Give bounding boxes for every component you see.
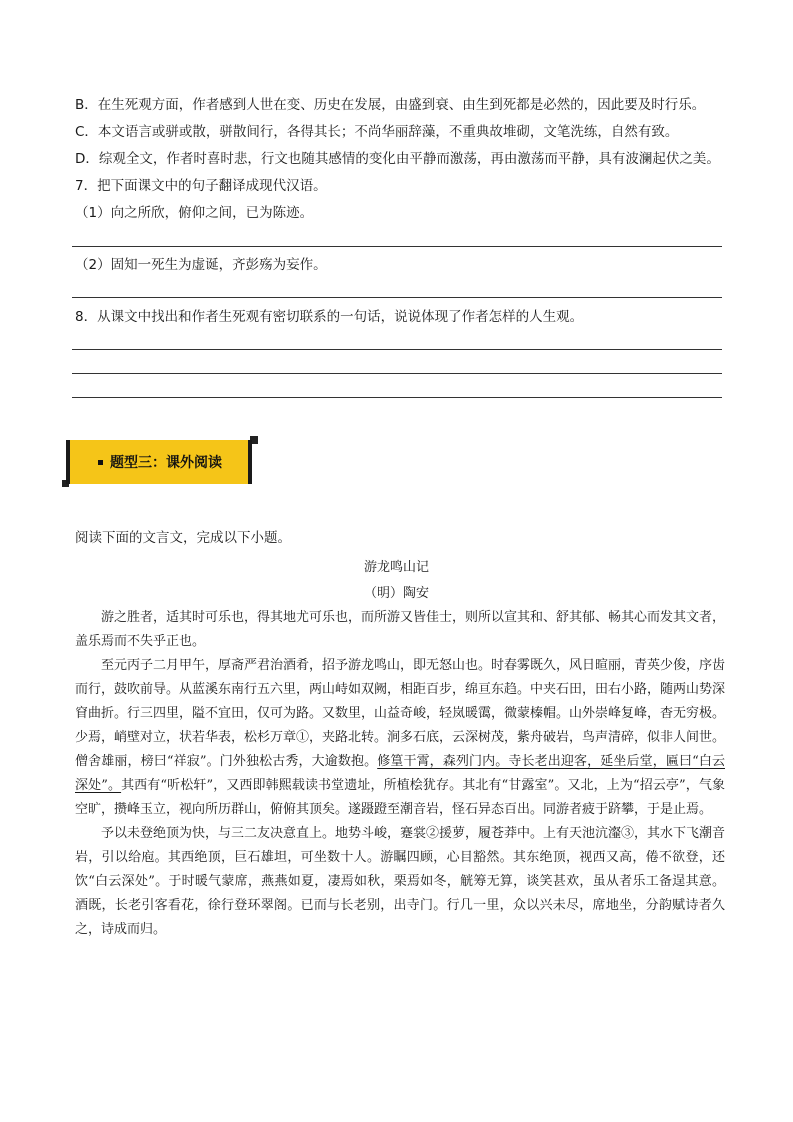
question-8-prompt: 8．从课文中找出和作者生死观有密切联系的一句话，说说体现了作者怎样的人生观。 — [75, 309, 584, 325]
question-7-item-1: （1）向之所欣，俯仰之间，已为陈迹。 — [75, 205, 314, 221]
section-banner-label: 题型三：课外阅读 — [110, 455, 222, 471]
reading-instruction: 阅读下面的文言文，完成以下小题。 — [75, 530, 291, 546]
passage-body — [75, 606, 725, 942]
passage-paragraph-1: 游之胜者，适其时可乐也，得其地尤可乐也，而所游又皆佳士，则所以宣其和、舒其郁、畅其心而发其文者，盖乐焉而不失乎正也。 — [75, 610, 726, 649]
answer-line[interactable] — [72, 373, 722, 374]
section-banner — [66, 440, 252, 484]
passage-paragraph-3: 予以未登绝顶为快，与三二友决意直上。地势斗峻，蹇裳②援萝，履苍莽中。上有天池沆瀣③，其水下飞潮音岩，引以给庖。其西绝顶，巨石雄坦，可坐数十人。游瞩四顾，心目豁然。其东绝顶，视西又高，倦不欲登，还饮“白云深处”。于时暖气蒙席，燕燕如夏，凄焉如秋，栗焉如冬，觥筹无算，谈笑甚欢，虽从者乐工备逞其意。酒既，长老引客看花，徐行登环翠阁。已而与长老别，出寺门。行几一里，众以兴未尽，席地坐，分韵赋诗者久之，诗成而归。 — [75, 826, 726, 937]
answer-line[interactable] — [72, 397, 722, 398]
answer-line[interactable] — [72, 349, 722, 350]
passage-title: 游龙鸣山记 — [363, 560, 429, 575]
question-7-prompt: 7．把下面课文中的句子翻译成现代汉语。 — [75, 178, 327, 194]
question-7-item-2: （2）固知一死生为虚诞，齐彭殇为妄作。 — [75, 257, 327, 273]
passage-paragraph-2-text: 至元丙子二月甲午，厚斋严君治酒肴，招予游龙鸣山，即无怒山也。时春雾既久，风日暄丽，青英少俊，序齿而行，鼓吹前导。从蓝溪东南行五六里，两山峙如双阙，相距百步，绵亘东趋。中夹石田，田右小路，随两山势深窅曲折。行三四里，隘不宜田，仅可为路。又数里，山益奇峻，轻岚暖霭，微蒙榛帽。山外崇峰复峰，杳无穷极。少焉，峭壁对立，状若华表，松杉万章①，夹路北转。涧多石底，云深树茂，紫舟破岩，鸟声清碎，似非人间世。僧舍雄丽，榜曰“祥寂”。门外独松古秀，大逾数抱。 — [75, 658, 726, 769]
answer-line[interactable] — [72, 246, 722, 247]
banner-bullet-icon — [98, 460, 103, 465]
passage-paragraph-2-text: 其西有“听松轩”，又西即韩熙载读书堂遗址，所植桧犹存。其北有“甘露室”。又北，上为“招云亭”，气象空旷，攒峰玉立，视向所历群山，俯俯其顶矣。遂蹑蹬至潮音岩，怪石异态百出。同游者疲于跻攀，于是止焉。 — [75, 778, 725, 817]
answer-line[interactable] — [72, 297, 722, 298]
underlined-sentence: 修篁干霄，森列门内。寺长老出迎客，延坐后堂，匾曰“白云深处”。 — [75, 754, 725, 793]
passage-paragraph-2 — [75, 654, 725, 822]
passage-author: （明）陶安 — [363, 586, 429, 601]
option-b: B．在生死观方面，作者感到人世在变、历史在发展，由盛到衰、由生到死都是必然的，因此要及时行乐。 — [75, 97, 706, 113]
option-c: C．本文语言或骈或散，骈散间行，各得其长；不尚华丽辞藻，不重典故堆砌，文笔洗练，自然有致。 — [75, 124, 679, 140]
option-d: D．综观全文，作者时喜时悲，行文也随其感情的变化由平静而激荡，再由激荡而平静，具有波澜起伏之美。 — [75, 151, 720, 167]
